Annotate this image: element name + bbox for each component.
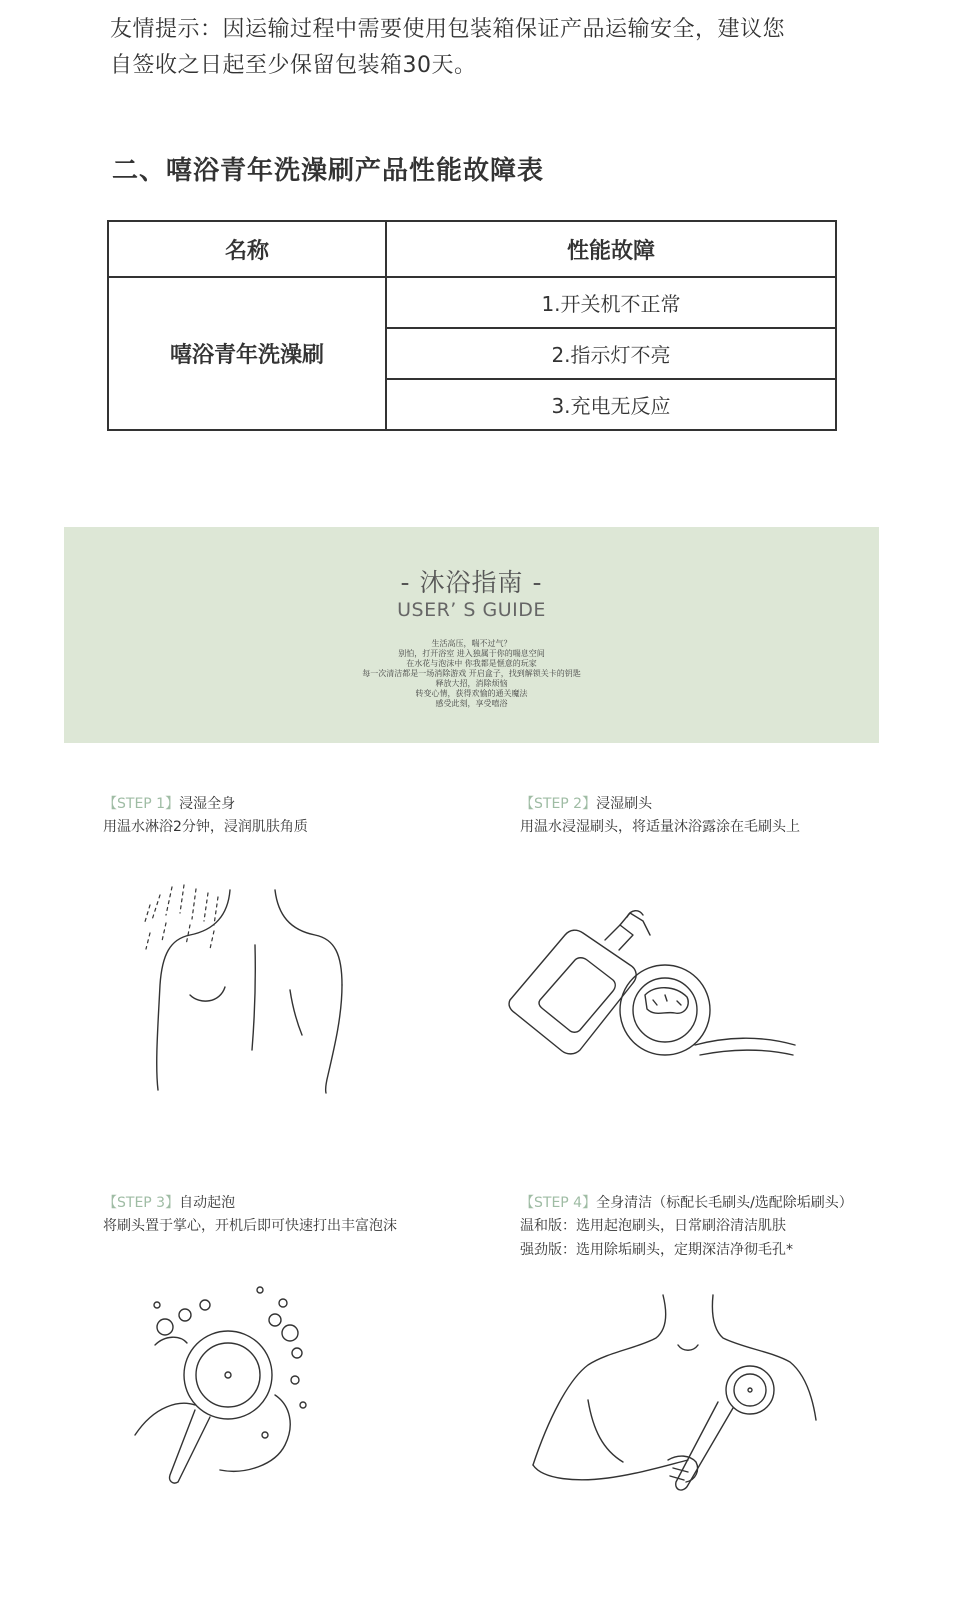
guide-line: 生活高压，喘不过气？ bbox=[431, 639, 512, 648]
notice-line-2: 自签收之日起至少保留包装箱30天。 bbox=[110, 53, 477, 78]
table-header-row bbox=[108, 221, 836, 277]
step-2-title: 浸湿刷头 bbox=[596, 796, 653, 812]
guide-line: 在水花与泡沫中 你我都是惬意的玩家 bbox=[406, 659, 537, 668]
step-1-tag: 【STEP 1】 bbox=[103, 796, 180, 812]
step-4 bbox=[520, 1193, 853, 1261]
gel-bottle-brush-illustration bbox=[505, 905, 800, 1075]
step-4-desc-2: 强劲版：选用除垢刷头，定期深洁净彻毛孔* bbox=[520, 1242, 793, 1258]
step-1 bbox=[103, 794, 308, 838]
product-name-cell: 嘻浴青年洗澡刷 bbox=[108, 277, 386, 430]
step-3-title: 自动起泡 bbox=[179, 1195, 236, 1211]
step-3-tag: 【STEP 3】 bbox=[103, 1195, 180, 1211]
step-2-desc: 用温水浸湿刷头，将适量沐浴露涂在毛刷头上 bbox=[520, 819, 800, 835]
shower-back-illustration bbox=[130, 875, 370, 1095]
guide-line: 感受此刻，享受嘻浴 bbox=[435, 699, 508, 708]
step-4-tag: 【STEP 4】 bbox=[520, 1195, 597, 1211]
guide-poem bbox=[64, 639, 879, 709]
step-3-desc: 将刷头置于掌心，开机后即可快速打出丰富泡沫 bbox=[103, 1218, 397, 1234]
table-row bbox=[108, 277, 836, 328]
step-1-title: 浸湿全身 bbox=[179, 796, 236, 812]
guide-line: 释放大招，消除烦恼 bbox=[435, 679, 508, 688]
section-title: 二、嘻浴青年洗澡刷产品性能故障表 bbox=[112, 156, 545, 186]
fault-cell-1: 1.开关机不正常 bbox=[386, 277, 836, 328]
step-2-tag: 【STEP 2】 bbox=[520, 796, 597, 812]
guide-line: 转变心情，获得欢愉的通关魔法 bbox=[415, 689, 528, 698]
header-fault: 性能故障 bbox=[386, 221, 836, 277]
fault-cell-2: 2.指示灯不亮 bbox=[386, 328, 836, 379]
header-name: 名称 bbox=[108, 221, 386, 277]
notice-line-1: 友情提示：因运输过程中需要使用包装箱保证产品运输安全，建议您 bbox=[110, 17, 786, 42]
step-4-desc-1: 温和版：选用起泡刷头，日常刷浴清洁肌肤 bbox=[520, 1218, 786, 1234]
body-scrub-illustration bbox=[528, 1290, 818, 1520]
guide-banner bbox=[64, 527, 879, 743]
guide-line: 别怕，打开浴室 进入独属于你的喘息空间 bbox=[398, 649, 545, 658]
notice bbox=[110, 12, 850, 84]
fault-cell-3: 3.充电无反应 bbox=[386, 379, 836, 430]
step-1-desc: 用温水淋浴2分钟，浸润肌肤角质 bbox=[103, 819, 308, 835]
guide-title: - 沐浴指南 - bbox=[400, 568, 543, 597]
guide-subtitle: USER’ S GUIDE bbox=[397, 599, 546, 621]
step-2 bbox=[520, 794, 800, 838]
guide-line: 每一次清洁都是一场消除游戏 开启盒子，找到解锁关卡的钥匙 bbox=[362, 669, 581, 678]
fault-table bbox=[107, 220, 837, 431]
step-3 bbox=[103, 1193, 397, 1237]
step-4-title: 全身清洁（标配长毛刷头/选配除垢刷头） bbox=[596, 1195, 853, 1211]
foam-brush-hand-illustration bbox=[125, 1275, 315, 1505]
